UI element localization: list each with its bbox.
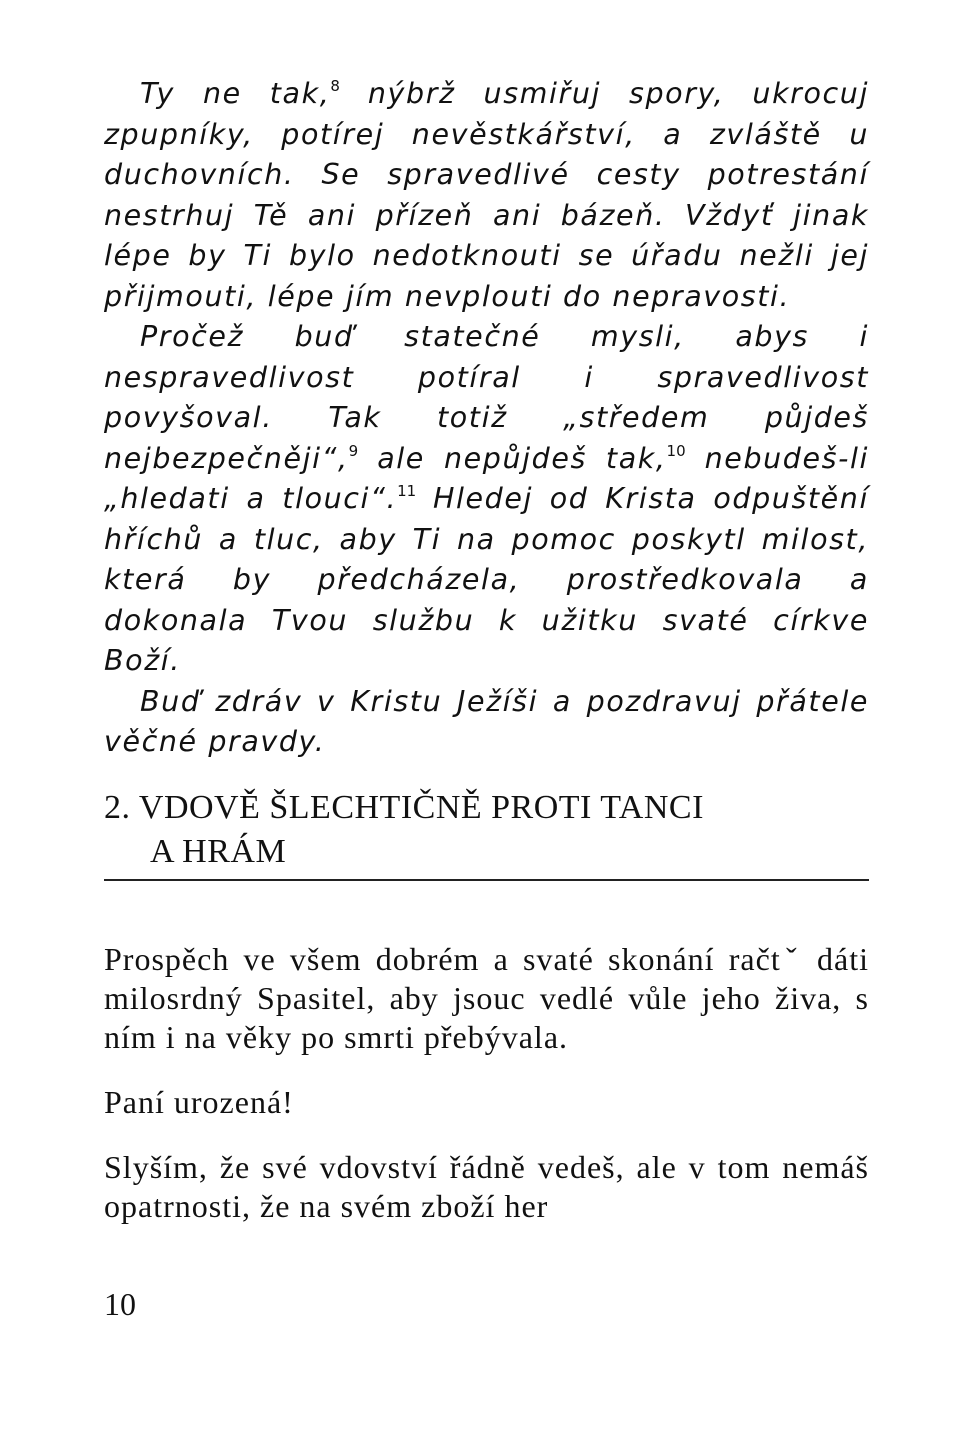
paragraph-4: Prospěch ve všem dobrém a svaté skonání račtˇ dáti milosrdný Spasitel, aby jsouc vedlé vůle jeho živa, s ním i na věky po smrti přebývala. xyxy=(104,941,869,1055)
footnote-ref-10: 10 xyxy=(666,441,686,460)
salutation: Paní urozená! xyxy=(104,1084,294,1120)
paragraph-1 xyxy=(104,74,869,317)
footnote-ref-8: 8 xyxy=(330,77,340,95)
section-divider xyxy=(104,879,869,881)
section-heading xyxy=(104,786,704,874)
paragraph-5: Slyším, že své vdovství řádně vedeš, ale v tom nemáš opatrnosti, že na svém zboží her xyxy=(104,1149,869,1224)
letter-opening-text xyxy=(104,940,869,1226)
text-span: Hledej od Krista odpuštění hříchů a tluc, aby Ti na pomoc poskytl milost, která by předcházela, prostředkovala a dokonala Tvou službu k užitku svaté církve Boží. xyxy=(104,482,869,677)
book-page xyxy=(104,74,869,1322)
footnote-ref-11: 11 xyxy=(397,482,417,500)
text-span: Pročež buď statečné mysli, abys i nespravedlivost potíral i spravedlivost povyšoval. Tak totiž „středem půjdeš nejbezpečněji“, xyxy=(104,320,869,475)
text-span: nýbrž usmiřuj spory, ukrocuj zpupníky, potírej nevěstkářství, a zvláště u duchovních. Se spravedlivé cesty potrestání nestrhuj Tě ani přízeň ani bázeň. Vždyť jinak lépe by Ti bylo nedotknouti se úřadu nežli jej přijmouti, lépe jím nevplouti do nepravosti. xyxy=(104,77,869,313)
section-heading-line-2: A HRÁM xyxy=(150,833,287,870)
paragraph-3: Buď zdráv v Kristu Ježíši a pozdravuj přátele věčné pravdy. xyxy=(104,684,869,758)
footnote-ref-9: 9 xyxy=(348,441,359,460)
text-span: ale nepůjdeš tak, xyxy=(358,441,667,475)
section-heading-line-1: 2. VDOVĚ ŠLECHTIČNĚ PROTI TANCI xyxy=(104,789,704,826)
text-span: nebudeš-li „hledati a tlouci“. xyxy=(104,441,869,515)
page-number: 10 xyxy=(104,1286,136,1322)
paragraph-2 xyxy=(104,317,869,682)
letter-closing-text xyxy=(104,74,869,763)
text-span: Ty ne tak, xyxy=(140,77,331,110)
